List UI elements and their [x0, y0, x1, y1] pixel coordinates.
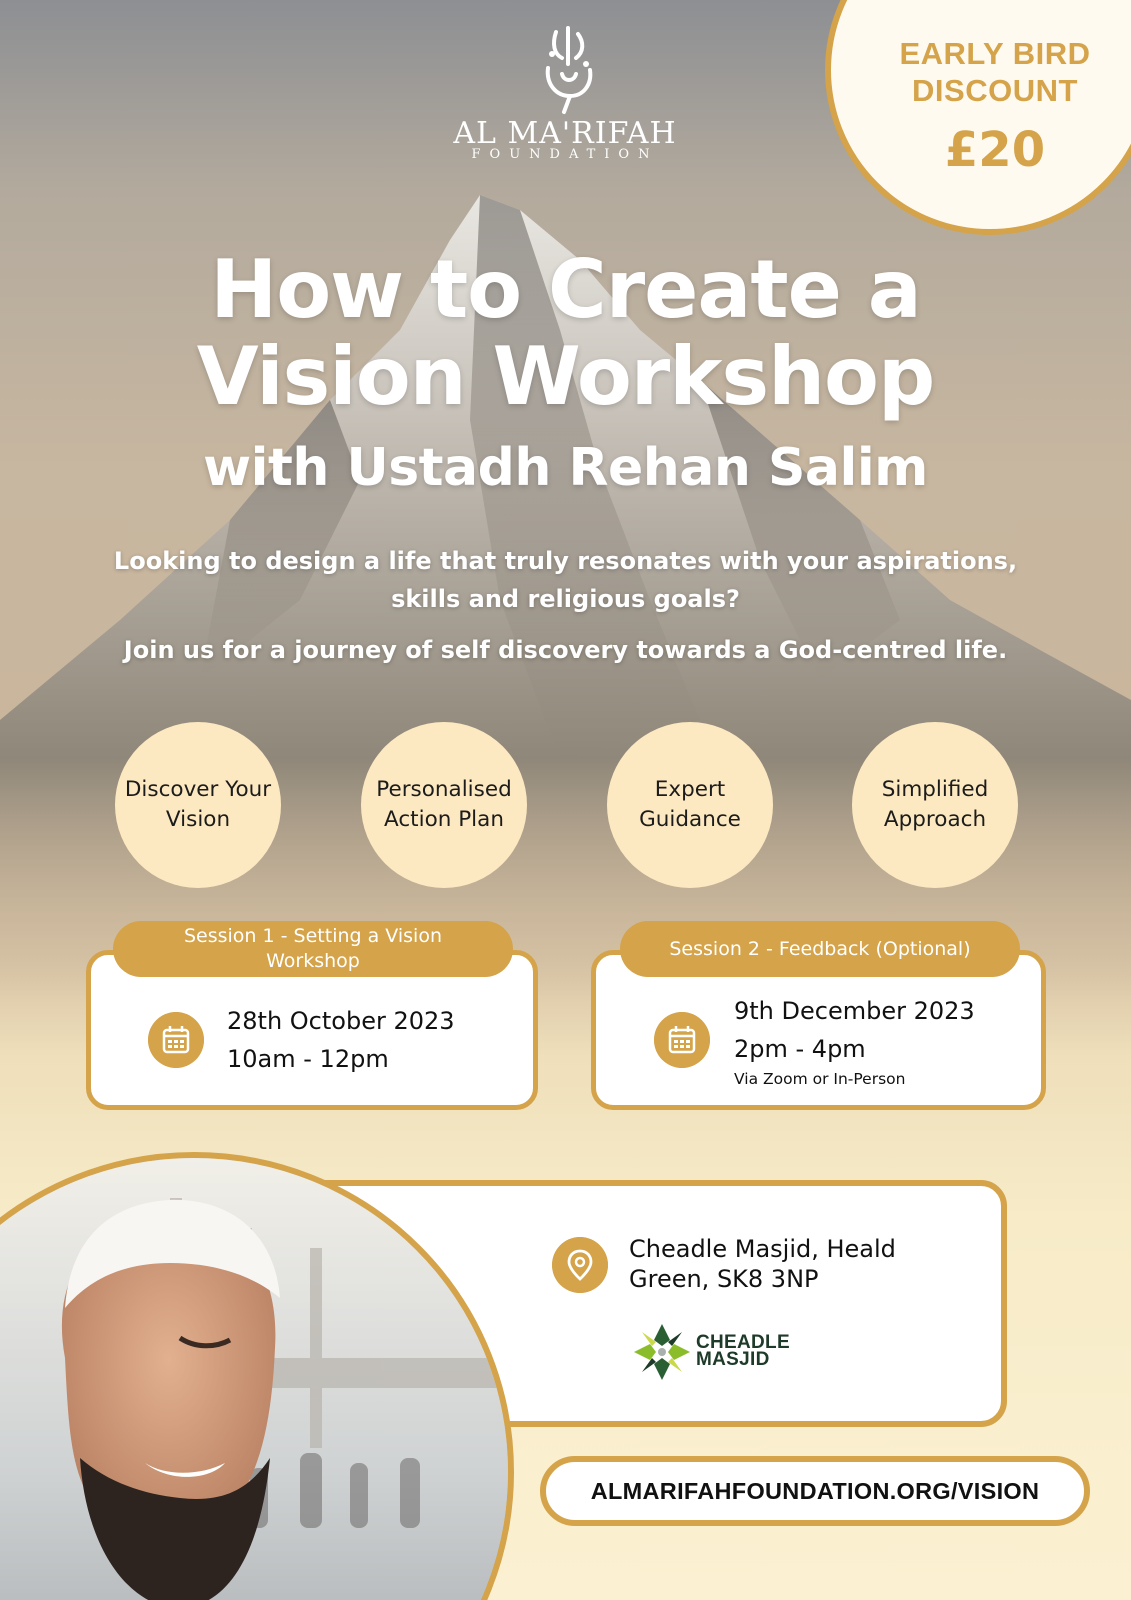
- venue-address: Cheadle Masjid, Heald Green, SK8 3NP: [629, 1235, 896, 1293]
- speaker-photo: [0, 1152, 514, 1600]
- session-2-heading-text: Session 2 - Feedback (Optional): [669, 937, 971, 960]
- feature-label: Personalised Action Plan: [376, 777, 512, 832]
- session-2-heading: [620, 921, 1020, 977]
- website-link[interactable]: [540, 1456, 1090, 1526]
- badge-line-2: DISCOUNT: [912, 73, 1078, 108]
- venue-logo-line-2: MASJID: [696, 1349, 770, 1370]
- session-1-date: 28th October 2023: [227, 1007, 455, 1035]
- session-2-time: 2pm - 4pm: [734, 1035, 866, 1063]
- venue-logo-line-1: CHEADLE: [696, 1332, 790, 1353]
- title-line-1: How to Create a: [210, 243, 921, 336]
- feature-action-plan: [361, 722, 527, 888]
- feature-expert-guidance: [607, 722, 773, 888]
- intro-invitation: Join us for a journey of self discovery towards a God-centred life.: [123, 636, 1008, 664]
- title-line-2: Vision Workshop: [196, 330, 935, 423]
- speaker-photo-illustration: [0, 1158, 508, 1600]
- feature-label: Simplified Approach: [881, 777, 989, 832]
- organisation-subtitle: FOUNDATION: [471, 147, 659, 162]
- website-url: ALMARIFAHFOUNDATION.ORG/VISION: [590, 1477, 1040, 1504]
- badge-price: £20: [944, 122, 1046, 178]
- session-2-date: 9th December 2023: [734, 997, 975, 1025]
- session-2-note: Via Zoom or In-Person: [734, 1070, 906, 1088]
- calendar-icon: [654, 1012, 710, 1068]
- calendar-icon: [148, 1012, 204, 1068]
- feature-label: Discover Your Vision: [124, 777, 272, 832]
- session-1-time: 10am - 12pm: [227, 1045, 389, 1073]
- organisation-name: AL MA'RIFAH: [453, 116, 677, 151]
- intro-question: Looking to design a life that truly resonates with your aspirations, skills and religious goals?: [113, 547, 1018, 613]
- map-pin-icon: [552, 1237, 608, 1293]
- feature-label: Expert Guidance: [639, 777, 741, 832]
- calligraphy-logo-icon: [534, 24, 604, 116]
- session-1-heading-text: Session 1 - Setting a Vision Workshop: [183, 925, 442, 972]
- title-line-3: with Ustadh Rehan Salim: [203, 438, 928, 498]
- feature-simplified-approach: [852, 722, 1018, 888]
- badge-line-1: EARLY BIRD: [899, 36, 1091, 71]
- feature-discover-vision: [115, 722, 281, 888]
- session-1-heading: [113, 921, 513, 977]
- cheadle-masjid-logo-icon: [630, 1320, 694, 1384]
